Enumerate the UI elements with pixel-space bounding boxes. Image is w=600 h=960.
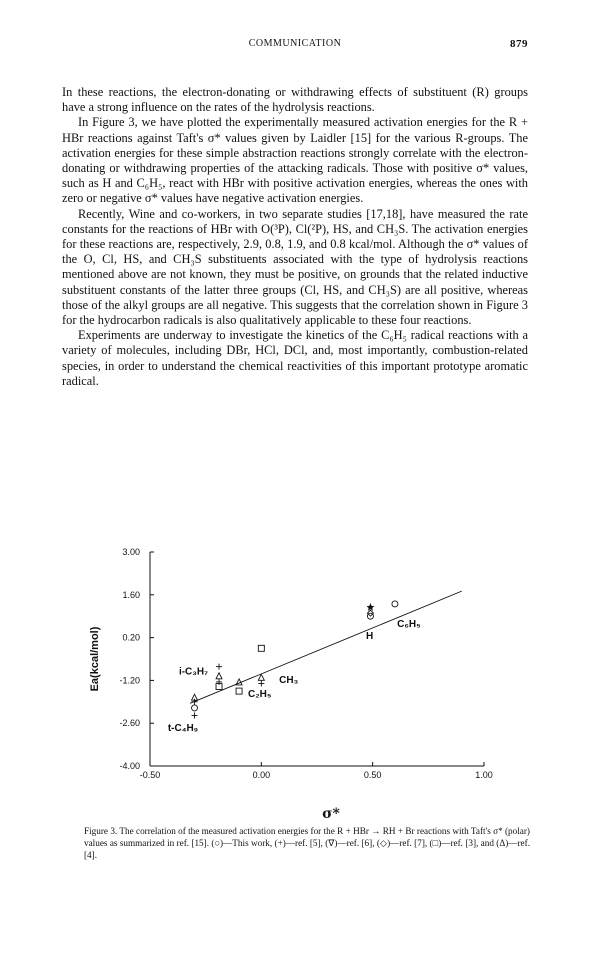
- chart-svg: [84, 540, 524, 830]
- page-number: 879: [510, 38, 528, 50]
- point-label: C₂H₅: [247, 689, 272, 701]
- x-tick-label: 0.00: [252, 770, 271, 780]
- data-point-circle: [392, 601, 398, 607]
- paragraph: In these reactions, the electron-donating or withdrawing effects of substituent (R) groups have a strong influence on the rates of the hydrolysis reactions.: [62, 85, 528, 115]
- y-tick-label: -1.20: [119, 675, 140, 686]
- data-point-circle: [192, 705, 198, 711]
- y-tick-label: 1.60: [122, 589, 140, 600]
- figure-caption: Figure 3. The correlation of the measured activation energies for the R + HBr → RH + Br reactions with Taft's σ* (polar) values as summarized in ref. [15]. (○)—This work, (+)—ref. [5], (∇)—ref. [6], (◇)—ref. [7], (□)—ref. [3], and (Δ)—ref. [4].: [84, 826, 530, 860]
- body-text: [62, 85, 528, 389]
- y-tick-label: -4.00: [119, 761, 140, 771]
- point-label: t-C₄H₉: [167, 722, 199, 734]
- y-tick-label: -2.60: [119, 718, 140, 729]
- paragraph: Recently, Wine and co-workers, in two separate studies [17,18], have measured the rate constants for the reactions of HBr with O(³P), Cl(²P), HS, and CH₃S. The activation energies for these reactions are, respectively, 2.9, 0.8, 1.9, and 0.8 kcal/mol. Although the σ* values of the O, Cl, HS, and CH₃S substituents associated with the type of hydrolysis reactions mentioned above are not known, they must be positive, on grounds that the related inductive substituent constants of the latter three groups (Cl, HS, and CH₃S) are all positive, whereas those of the alkyl groups are all negative. This suggests that the correlation shown in Figure 3 for the hydrocarbon radicals is also qualitatively applicable to these four reactions.: [62, 206, 528, 328]
- y-axis-label: Ea(kcal/mol): [89, 626, 101, 692]
- point-label: C₆H₅: [397, 618, 421, 630]
- fit-line: [190, 591, 462, 703]
- data-point-square: [258, 645, 264, 651]
- y-tick-label: 3.00: [122, 547, 140, 557]
- paragraph: In Figure 3, we have plotted the experimentally measured activation energies for the R + HBr reactions against Taft's σ* values given by Laidler [15] for the various R-groups. The activation energies for these simple abstraction reactions strongly correlate with the electron-donating or withdrawing properties of the attacking radicals. Those with positive σ* values, such as H and C₆H₅, react with HBr with positive activation energies, whereas the ones with zero or negative σ* values have negative activation energies.: [62, 115, 528, 206]
- point-label: i-C₃H₇: [178, 666, 209, 678]
- point-label: H: [365, 631, 374, 643]
- section-title: COMMUNICATION: [248, 38, 342, 49]
- running-head: [62, 38, 528, 54]
- x-tick-label: -0.50: [139, 770, 161, 780]
- y-tick-label: 0.20: [122, 632, 140, 643]
- x-tick-label: 0.50: [363, 770, 382, 780]
- data-point-triangle: [216, 673, 222, 679]
- data-point-square: [236, 688, 242, 694]
- paragraph: Experiments are underway to investigate the kinetics of the C₆H₅ radical reactions with a variety of molecules, including DBr, HCl, DCl, and, most importantly, combustion-related species, in order to understand the chemical reactivities of this important prototype aromatic radical.: [62, 328, 528, 388]
- point-label: CH₃: [279, 674, 299, 686]
- x-axis-label: σ*: [322, 806, 340, 822]
- figure-3-chart: [84, 540, 524, 830]
- x-tick-label: 1.00: [475, 770, 493, 780]
